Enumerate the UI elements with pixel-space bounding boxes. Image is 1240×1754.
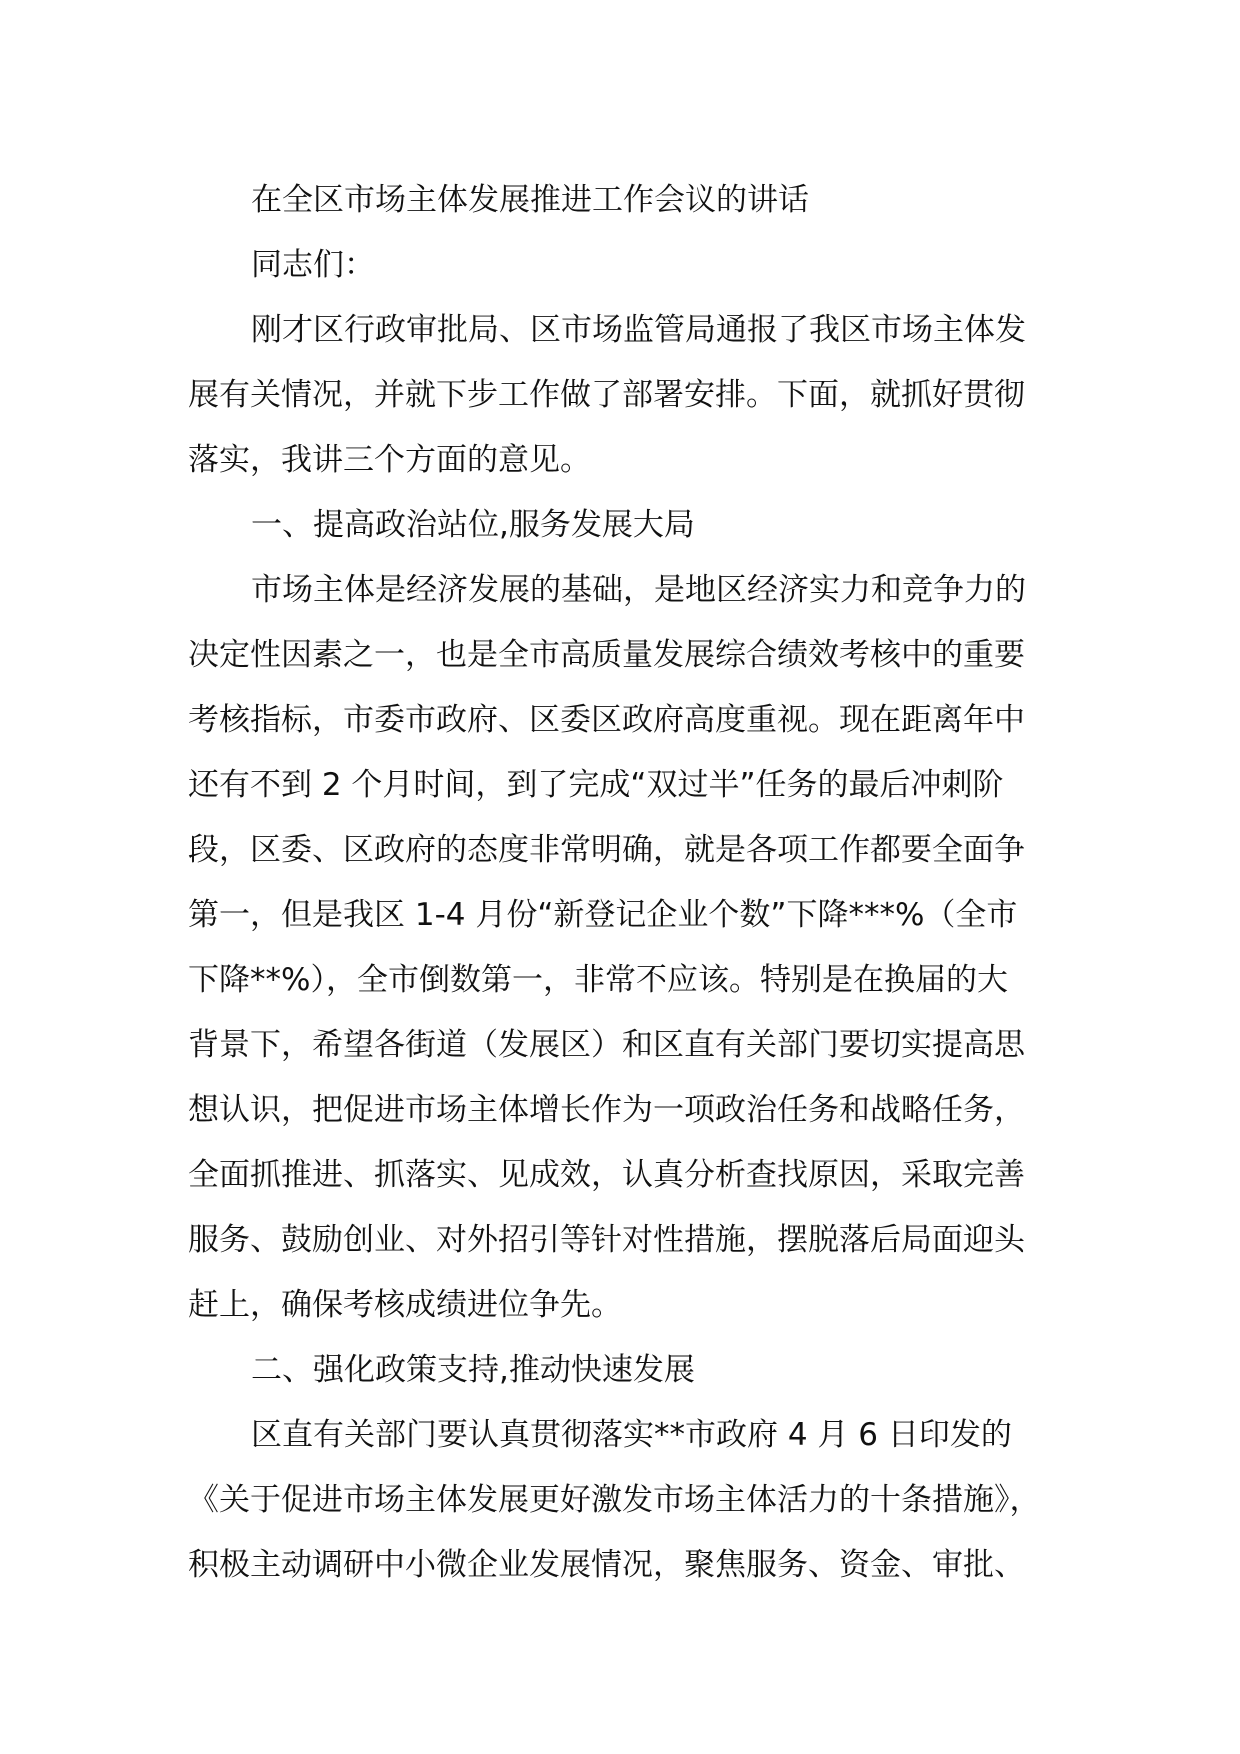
paragraph-line: 段，区委、区政府的态度非常明确，就是各项工作都要全面争 — [188, 832, 1025, 868]
paragraph-section-1 — [188, 558, 1058, 1338]
paragraph-line: 区直有关部门要认真贯彻落实**市政府 4 月 6 日印发的 — [251, 1417, 1012, 1453]
paragraph-line: 想认识，把促进市场主体增长作为一项政治任务和战略任务， — [188, 1092, 1025, 1128]
paragraph-line: 第一，但是我区 1-4 月份“新登记企业个数”下降***%（全市 — [188, 897, 1018, 933]
paragraph-line: 市场主体是经济发展的基础，是地区经济实力和竞争力的 — [251, 572, 1026, 608]
paragraph-line: 展有关情况，并就下步工作做了部署安排。下面，就抓好贯彻 — [188, 377, 1025, 413]
paragraph-line: 背景下，希望各街道（发展区）和区直有关部门要切实提高思 — [188, 1027, 1025, 1063]
paragraph-line: 还有不到 2 个月时间，到了完成“双过半”任务的最后冲刺阶 — [188, 767, 1004, 803]
paragraph-line: 下降**%），全市倒数第一，非常不应该。特别是在换届的大 — [188, 962, 1008, 998]
document-title: 在全区市场主体发展推进工作会议的讲话 — [251, 182, 809, 218]
paragraph-intro — [188, 298, 1058, 493]
paragraph-line: 决定性因素之一，也是全市高质量发展综合绩效考核中的重要 — [188, 637, 1025, 673]
salutation: 同志们： — [251, 247, 375, 283]
paragraph-line: 全面抓推进、抓落实、见成效，认真分析查找原因，采取完善 — [188, 1157, 1025, 1193]
paragraph-line: 赶上，确保考核成绩进位争先。 — [188, 1287, 622, 1323]
document-body — [188, 168, 1058, 1598]
section-heading-1: 一、提高政治站位,服务发展大局 — [251, 507, 695, 543]
paragraph-line: 考核指标，市委市政府、区委区政府高度重视。现在距离年中 — [188, 702, 1025, 738]
paragraph-section-2 — [188, 1403, 1058, 1598]
paragraph-line: 刚才区行政审批局、区市场监管局通报了我区市场主体发 — [251, 312, 1026, 348]
section-heading-2: 二、强化政策支持,推动快速发展 — [251, 1352, 695, 1388]
paragraph-line: 服务、鼓励创业、对外招引等针对性措施，摆脱落后局面迎头 — [188, 1222, 1025, 1258]
paragraph-line: 落实，我讲三个方面的意见。 — [188, 442, 591, 478]
paragraph-line: 积极主动调研中小微企业发展情况，聚焦服务、资金、审批、 — [188, 1547, 1025, 1583]
paragraph-line: 《关于促进市场主体发展更好激发市场主体活力的十条措施》， — [188, 1482, 1041, 1518]
